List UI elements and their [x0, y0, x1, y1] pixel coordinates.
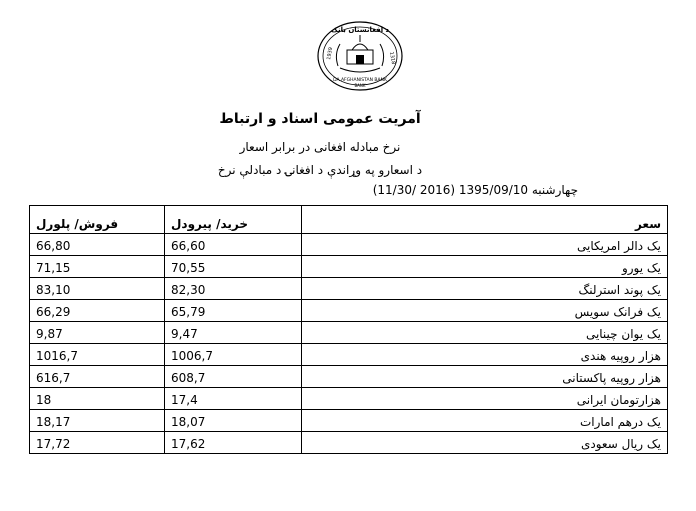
seal-bottom-text-2: BANK [354, 83, 366, 88]
sell-rate: 17,72 [30, 432, 165, 454]
buy-rate: 17,62 [165, 432, 302, 454]
table-row [30, 300, 668, 322]
table-row [30, 410, 668, 432]
sell-rate: 83,10 [30, 278, 165, 300]
sell-rate: 9,87 [30, 322, 165, 344]
seal-year-right: 1318 [388, 51, 397, 65]
table-row [30, 278, 668, 300]
table-header-row [30, 206, 668, 234]
department-title: آمریت عمومی اسناد و ارتباط [219, 111, 421, 127]
buy-rate: 66,60 [165, 234, 302, 256]
currency-name: یک فرانک سویس [302, 300, 668, 322]
buy-rate: 70,55 [165, 256, 302, 278]
exchange-rate-table [29, 205, 668, 454]
mosque-emblem-icon [336, 35, 383, 72]
column-header-buy: خرید/ پیرودل [165, 206, 302, 234]
seal-year-left: 1939 [326, 46, 335, 61]
currency-name: هزار روپیه پاکستانی [302, 366, 668, 388]
buy-rate: 82,30 [165, 278, 302, 300]
da-afghanistan-bank-seal [316, 20, 404, 92]
table-row [30, 256, 668, 278]
buy-rate: 65,79 [165, 300, 302, 322]
seal-arc-text: د افغانستان بانک [330, 26, 390, 34]
table-row [30, 388, 668, 410]
table-row [30, 366, 668, 388]
table-row [30, 344, 668, 366]
currency-name: هزارتومان ایرانی [302, 388, 668, 410]
buy-rate: 18,07 [165, 410, 302, 432]
table-row [30, 432, 668, 454]
currency-name: یک یورو [302, 256, 668, 278]
buy-rate: 608,7 [165, 366, 302, 388]
currency-name: یک ریال سعودی [302, 432, 668, 454]
currency-name: هزار روپیه هندی [302, 344, 668, 366]
table-row [30, 322, 668, 344]
buy-rate: 9,47 [165, 322, 302, 344]
table-row [30, 234, 668, 256]
buy-rate: 17,4 [165, 388, 302, 410]
currency-name: یک پوند استرلنگ [302, 278, 668, 300]
sell-rate: 18,17 [30, 410, 165, 432]
currency-name: یک یوان چینایی [302, 322, 668, 344]
column-header-sell: فروش/ پلورل [30, 206, 165, 234]
buy-rate: 1006,7 [165, 344, 302, 366]
seal-bottom-text: DA AFGHANISTAN BANK [333, 78, 387, 83]
sell-rate: 66,29 [30, 300, 165, 322]
subtitle-dari: نرخ مبادله افغانی در برابر اسعار [239, 140, 401, 154]
date-line: چهارشنبه 1395/09/10 (2016 /11/30) [372, 183, 578, 197]
currency-name: یک درهم امارات [302, 410, 668, 432]
subtitle-pashto: د اسعارو په وړاندې د افغانۍ د مبادلې نرخ [217, 163, 423, 177]
currency-name: یک دالر امریکایی [302, 234, 668, 256]
sell-rate: 1016,7 [30, 344, 165, 366]
sell-rate: 66,80 [30, 234, 165, 256]
sell-rate: 18 [30, 388, 165, 410]
sell-rate: 616,7 [30, 366, 165, 388]
sell-rate: 71,15 [30, 256, 165, 278]
column-header-currency: سعر [302, 206, 668, 234]
